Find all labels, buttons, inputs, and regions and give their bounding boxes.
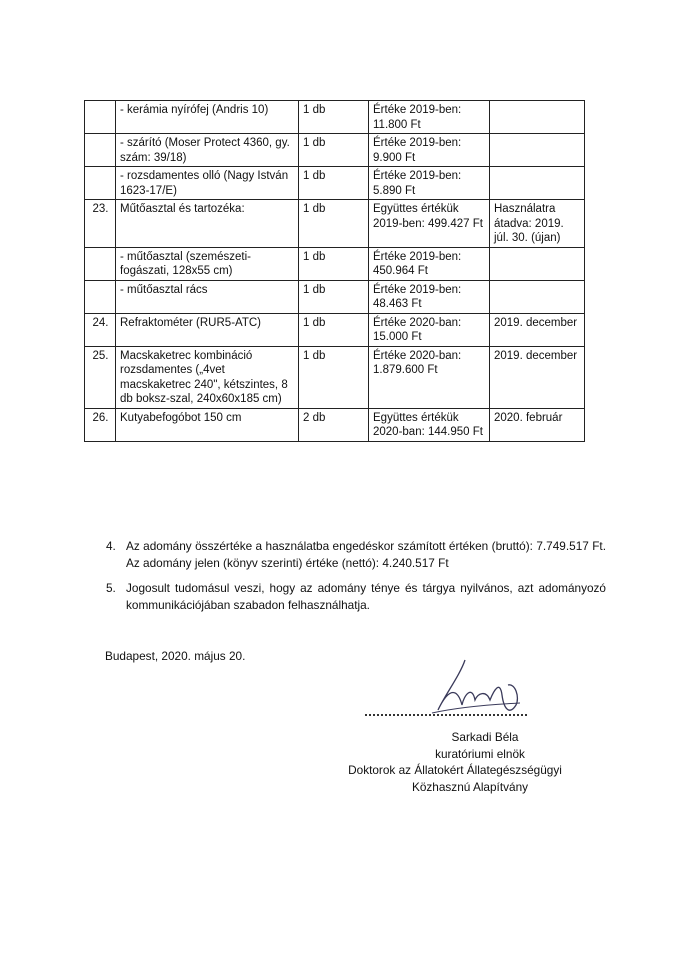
note-number: 5. [106,581,116,595]
note-cell [490,167,585,200]
table-row [85,101,585,134]
row-number-cell: 24. [85,313,116,346]
item-name-cell: - szárító (Moser Protect 4360, gy. szám: 39/18) [116,134,299,167]
quantity-cell: 1 db [299,280,369,313]
row-number-cell [85,134,116,167]
note-cell: 2020. február [490,408,585,441]
donation-items-table [84,100,585,442]
value-cell: Értéke 2019-ben: 5.890 Ft [369,167,490,200]
row-number-cell [85,280,116,313]
table-row [85,408,585,441]
place-date: Budapest, 2020. május 20. [105,649,246,663]
note-text: Az adomány összértéke a használatba engedéskor számított értéken (bruttó): 7.749.517 Ft. Az adomány jelen (könyv szerinti) értéke (nettó): 4.240.517 Ft [126,539,606,570]
signer-org-line1: Doktorok az Állatokért Állategészségügyi [348,763,562,777]
value-cell: Értéke 2019-ben: 11.800 Ft [369,101,490,134]
note-cell [490,280,585,313]
item-name-cell: Műtőasztal és tartozéka: [116,200,299,248]
note-cell [490,101,585,134]
table-row [85,346,585,408]
row-number-cell [85,101,116,134]
quantity-cell: 1 db [299,134,369,167]
table-row [85,247,585,280]
table-body [85,101,585,442]
quantity-cell: 1 db [299,167,369,200]
note-cell [490,247,585,280]
item-name-cell: Refraktométer (RUR5-ATC) [116,313,299,346]
note-5 [106,580,606,614]
note-text: Jogosult tudomásul veszi, hogy az adomány ténye és tárgya nyilvános, azt adományozó kommunikációjában szabadon felhasználhatja. [126,581,606,612]
table-row [85,167,585,200]
value-cell: Értéke 2019-ben: 48.463 Ft [369,280,490,313]
item-name-cell: Macskaketrec kombináció rozsdamentes („4vet macskaketrec 240", kétszintes, 8 db boksz-szal, 240x60x185 cm) [116,346,299,408]
quantity-cell: 2 db [299,408,369,441]
row-number-cell [85,247,116,280]
signer-title: kuratóriumi elnök [435,746,525,761]
row-number-cell: 23. [85,200,116,248]
signer-name: Sarkadi Béla [451,730,519,744]
row-number-cell [85,167,116,200]
signer-org-line2: Közhasznú Alapítvány [411,779,529,794]
note-cell: 2019. december [490,313,585,346]
value-cell: Együttes értékük 2020-ban: 144.950 Ft [369,408,490,441]
value-cell: Értéke 2020-ban: 1.879.600 Ft [369,346,490,408]
row-number-cell: 26. [85,408,116,441]
quantity-cell: 1 db [299,346,369,408]
item-name-cell: - műtőasztal rács [116,280,299,313]
table-row [85,313,585,346]
value-cell: Értéke 2020-ban: 15.000 Ft [369,313,490,346]
quantity-cell: 1 db [299,313,369,346]
item-name-cell: - műtőasztal (szemészeti-fogászati, 128x55 cm) [116,247,299,280]
note-number: 4. [106,539,116,553]
signature-line [365,714,527,716]
note-cell [490,134,585,167]
quantity-cell: 1 db [299,247,369,280]
note-cell: Használatra átadva: 2019. júl. 30. (újan) [490,200,585,248]
item-name-cell: - kerámia nyírófej (Andris 10) [116,101,299,134]
table-row [85,280,585,313]
item-name-cell: - rozsdamentes olló (Nagy István 1623-17/E) [116,167,299,200]
quantity-cell: 1 db [299,101,369,134]
item-name-cell: Kutyabefogóbot 150 cm [116,408,299,441]
row-number-cell: 25. [85,346,116,408]
value-cell: Értéke 2019-ben: 9.900 Ft [369,134,490,167]
quantity-cell: 1 db [299,200,369,248]
table-row [85,200,585,248]
note-cell: 2019. december [490,346,585,408]
table-row [85,134,585,167]
value-cell: Együttes értékük 2019-ben: 499.427 Ft [369,200,490,248]
value-cell: Értéke 2019-ben: 450.964 Ft [369,247,490,280]
signature-block [340,729,570,795]
note-4 [106,538,606,572]
